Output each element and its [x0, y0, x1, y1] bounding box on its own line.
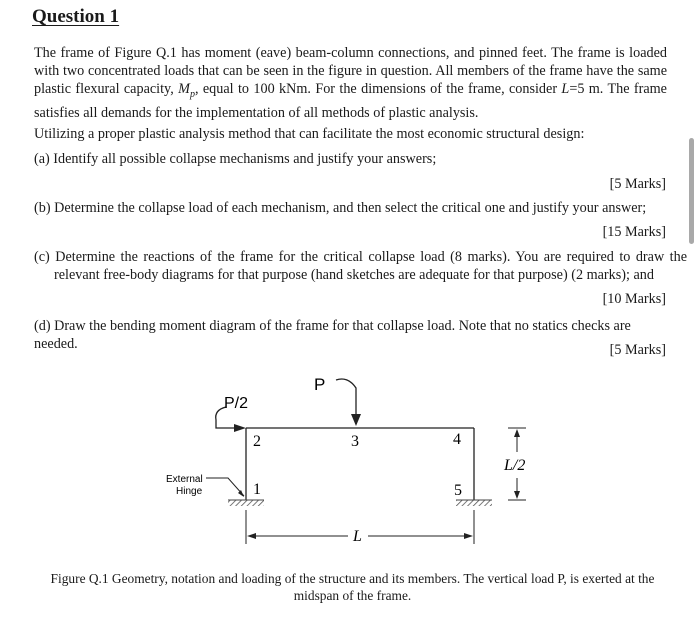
part-a-marks: [5 Marks] — [609, 176, 666, 192]
question-instruction: Utilizing a proper plastic analysis method that can facilitate the most economic structural design: — [34, 126, 585, 142]
load-p-label: P — [314, 375, 326, 394]
span-dimension-label: L — [353, 528, 362, 545]
scrollbar[interactable] — [689, 138, 694, 244]
load-p2-label: P/2 — [224, 395, 249, 412]
node-label-2: 2 — [253, 433, 261, 450]
part-d-marks: [5 Marks] — [609, 342, 666, 358]
left-support — [228, 500, 264, 506]
node-label-3: 3 — [351, 433, 359, 450]
part-d-text: (d) Draw the bending moment diagram of the frame for that collapse load. Note that no statics checks are needed. — [34, 318, 631, 353]
node-label-4: 4 — [453, 431, 461, 448]
part-b-text: (b) Determine the collapse load of each mechanism, and then select the critical one and justify your answer; — [34, 200, 647, 216]
hinge-pointer — [206, 478, 244, 496]
question-title: Question 1 — [32, 6, 120, 27]
part-a-text: (a) Identify all possible collapse mechanisms and justify your answers; — [34, 151, 437, 167]
part-b-marks: [15 Marks] — [602, 224, 666, 240]
figure-caption: Figure Q.1 Geometry, notation and loading of the structure and its members. The vertical load P, is exerted at the midspan of the frame. — [50, 571, 655, 603]
node-label-1: 1 — [253, 481, 261, 498]
part-c-text: (c) Determine the reactions of the frame for the critical collapse load (8 marks). You are required to draw the relevant free-body diagrams for that purpose (hand sketches are adequate for that purpose) (2 marks); and — [34, 249, 687, 284]
question-intro: The frame of Figure Q.1 has moment (eave) beam-column connections, and pinned feet. The frame is loaded with two concentrated loads that can be seen in the figure in question. All members of the frame have the same plastic flexural capacity, $M_p$, equal to 100 kNm. For the dimensions of the frame, consider L=5 m. The frame satisfies all demands for the implementation of all methods of plastic analysis. — [34, 45, 667, 122]
right-support — [456, 500, 492, 506]
height-dimension-label: L/2 — [504, 457, 526, 474]
part-c-marks: [10 Marks] — [602, 291, 666, 307]
node-label-5: 5 — [454, 482, 462, 499]
hinge-label-line1: External — [166, 474, 203, 485]
hinge-label-line2: Hinge — [176, 486, 203, 497]
